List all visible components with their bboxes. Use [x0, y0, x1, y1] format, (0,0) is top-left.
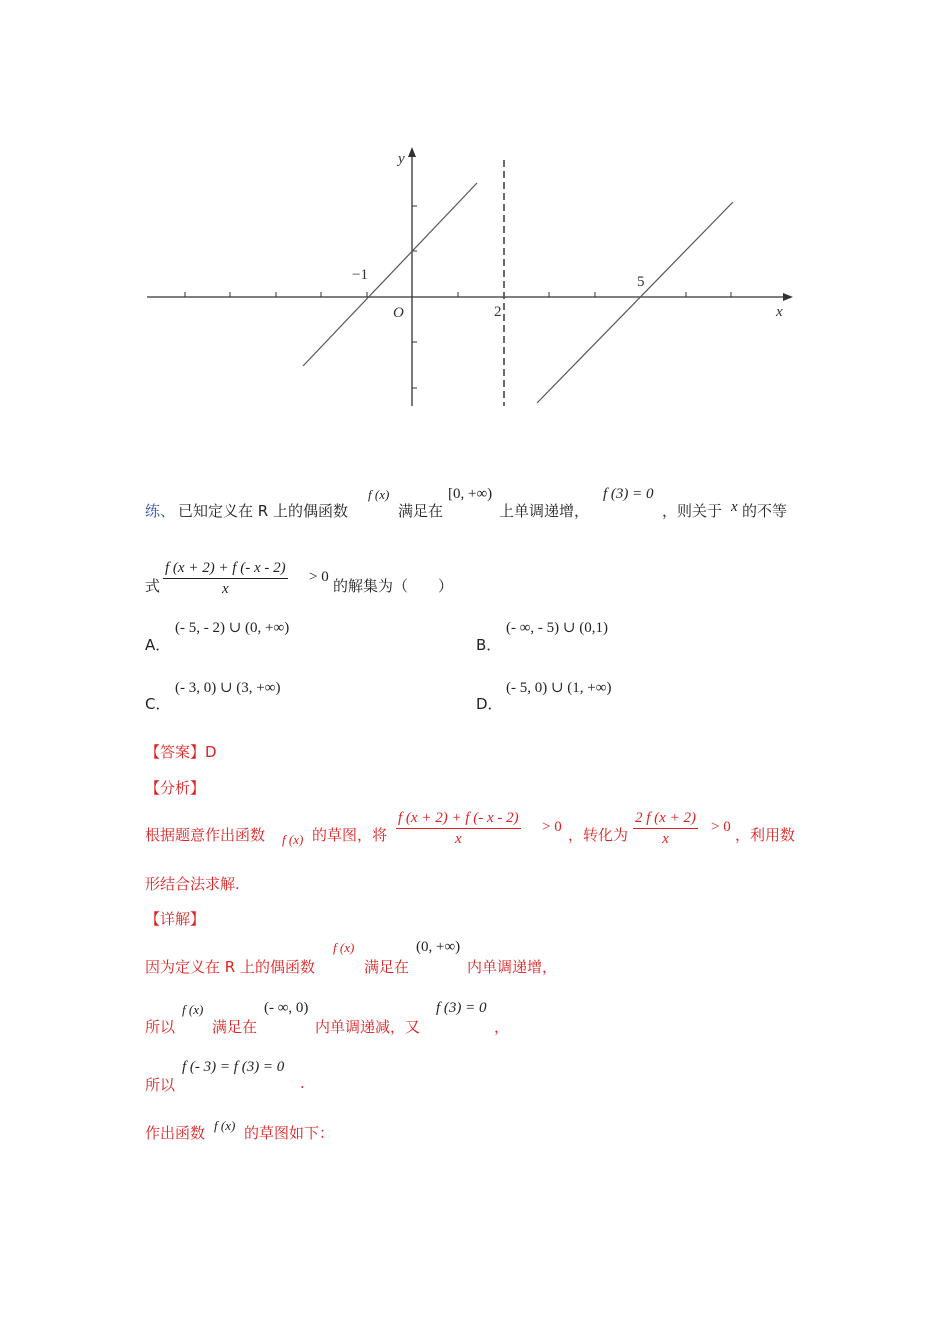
x-ticks — [185, 292, 731, 297]
detail-text-5: 满足在 — [212, 1018, 258, 1036]
problem-text-2: 满足在 — [398, 502, 444, 520]
problem-gt0: > 0 — [309, 569, 329, 585]
problem-interval: [0, +∞) — [448, 486, 493, 502]
analysis-frac1-denominator: x — [454, 831, 462, 847]
detail-text-10: 作出函数 — [145, 1124, 206, 1142]
detail-text-1: 因为定义在 R 上的偶函数 — [145, 958, 315, 976]
analysis-frac2-numerator: 2 f (x + 2) — [633, 810, 698, 829]
analysis-gt0-2: > 0 — [711, 819, 731, 835]
detail-f3: f (3) = 0 — [436, 1000, 487, 1016]
detail-text-9: . — [300, 1074, 305, 1092]
y-axis-arrow — [408, 147, 416, 157]
detail-text-2: 满足在 — [364, 958, 410, 976]
analysis-tag: 【分析】 — [145, 779, 206, 797]
detail-equation: f (- 3) = f (3) = 0 — [182, 1059, 285, 1075]
analysis-text-4: ，利用数 — [735, 826, 796, 844]
option-d-value[interactable]: (- 5, 0) ∪ (1, +∞) — [506, 680, 612, 696]
origin-label: O — [393, 305, 404, 321]
problem-text-7: 的解集为（ ） — [333, 577, 454, 595]
detail-tag: 【详解】 — [145, 910, 206, 928]
detail-text-4: 所以 — [145, 1018, 176, 1036]
right-branch-line — [537, 202, 733, 403]
option-c-value[interactable]: (- 3, 0) ∪ (3, +∞) — [175, 680, 281, 696]
tick-2-label: 2 — [494, 304, 502, 320]
analysis-fx: f (x) — [282, 832, 304, 847]
detail-fx-2: f (x) — [182, 1002, 204, 1017]
detail-fx-1: f (x) — [333, 940, 355, 955]
analysis-gt0-1: > 0 — [542, 819, 562, 835]
detail-text-3: 内单调递增， — [467, 958, 558, 976]
function-graph — [0, 0, 950, 420]
option-a-label[interactable]: A． — [145, 636, 171, 654]
detail-fx-3: f (x) — [214, 1118, 236, 1133]
option-c-label[interactable]: C． — [145, 695, 171, 713]
analysis-text-2: 的草图，将 — [312, 826, 388, 844]
problem-text-5: 的不等 — [742, 502, 788, 520]
analysis-fraction-1 — [396, 810, 521, 848]
analysis-text-1: 根据题意作出函数 — [145, 826, 266, 844]
problem-f3: f (3) = 0 — [603, 486, 654, 502]
tick-5-label: 5 — [637, 274, 645, 290]
problem-text-4: ，则关于 — [662, 502, 723, 520]
option-a-value[interactable]: (- 5, - 2) ∪ (0, +∞) — [175, 620, 290, 636]
analysis-fraction-2 — [633, 810, 698, 848]
answer-tag: 【答案】D — [145, 743, 217, 761]
detail-interval-1: (0, +∞) — [416, 939, 461, 955]
problem-frac-denominator: x — [221, 581, 229, 597]
y-label: y — [398, 151, 405, 167]
problem-text-6: 式 — [145, 577, 161, 595]
detail-text-7: ， — [494, 1018, 510, 1036]
detail-text-8: 所以 — [145, 1076, 176, 1094]
analysis-frac1-numerator: f (x + 2) + f (- x - 2) — [396, 810, 521, 829]
detail-interval-2: (- ∞, 0) — [264, 1000, 309, 1016]
detail-text-11: 的草图如下： — [244, 1124, 335, 1142]
problem-prefix: 练、 — [145, 502, 176, 520]
left-branch-line — [303, 183, 477, 366]
detail-text-6: 内单调递减，又 — [315, 1018, 421, 1036]
problem-fraction — [163, 560, 288, 598]
option-b-label[interactable]: B． — [476, 636, 502, 654]
neg1-label: −1 — [352, 267, 368, 283]
option-d-label[interactable]: D． — [476, 695, 503, 713]
problem-text-1: 已知定义在 R 上的偶函数 — [178, 502, 348, 520]
problem-var-x: x — [731, 499, 738, 515]
analysis-text-3: ，转化为 — [568, 826, 629, 844]
option-b-value[interactable]: (- ∞, - 5) ∪ (0,1) — [506, 620, 608, 636]
problem-fx: f (x) — [368, 487, 390, 502]
analysis-text-5: 形结合法求解. — [145, 875, 240, 893]
analysis-frac2-denominator: x — [662, 831, 669, 847]
x-axis-arrow — [783, 293, 793, 301]
x-label: x — [776, 304, 783, 320]
problem-frac-numerator: f (x + 2) + f (- x - 2) — [163, 560, 288, 579]
problem-text-3: 上单调递增， — [499, 502, 590, 520]
